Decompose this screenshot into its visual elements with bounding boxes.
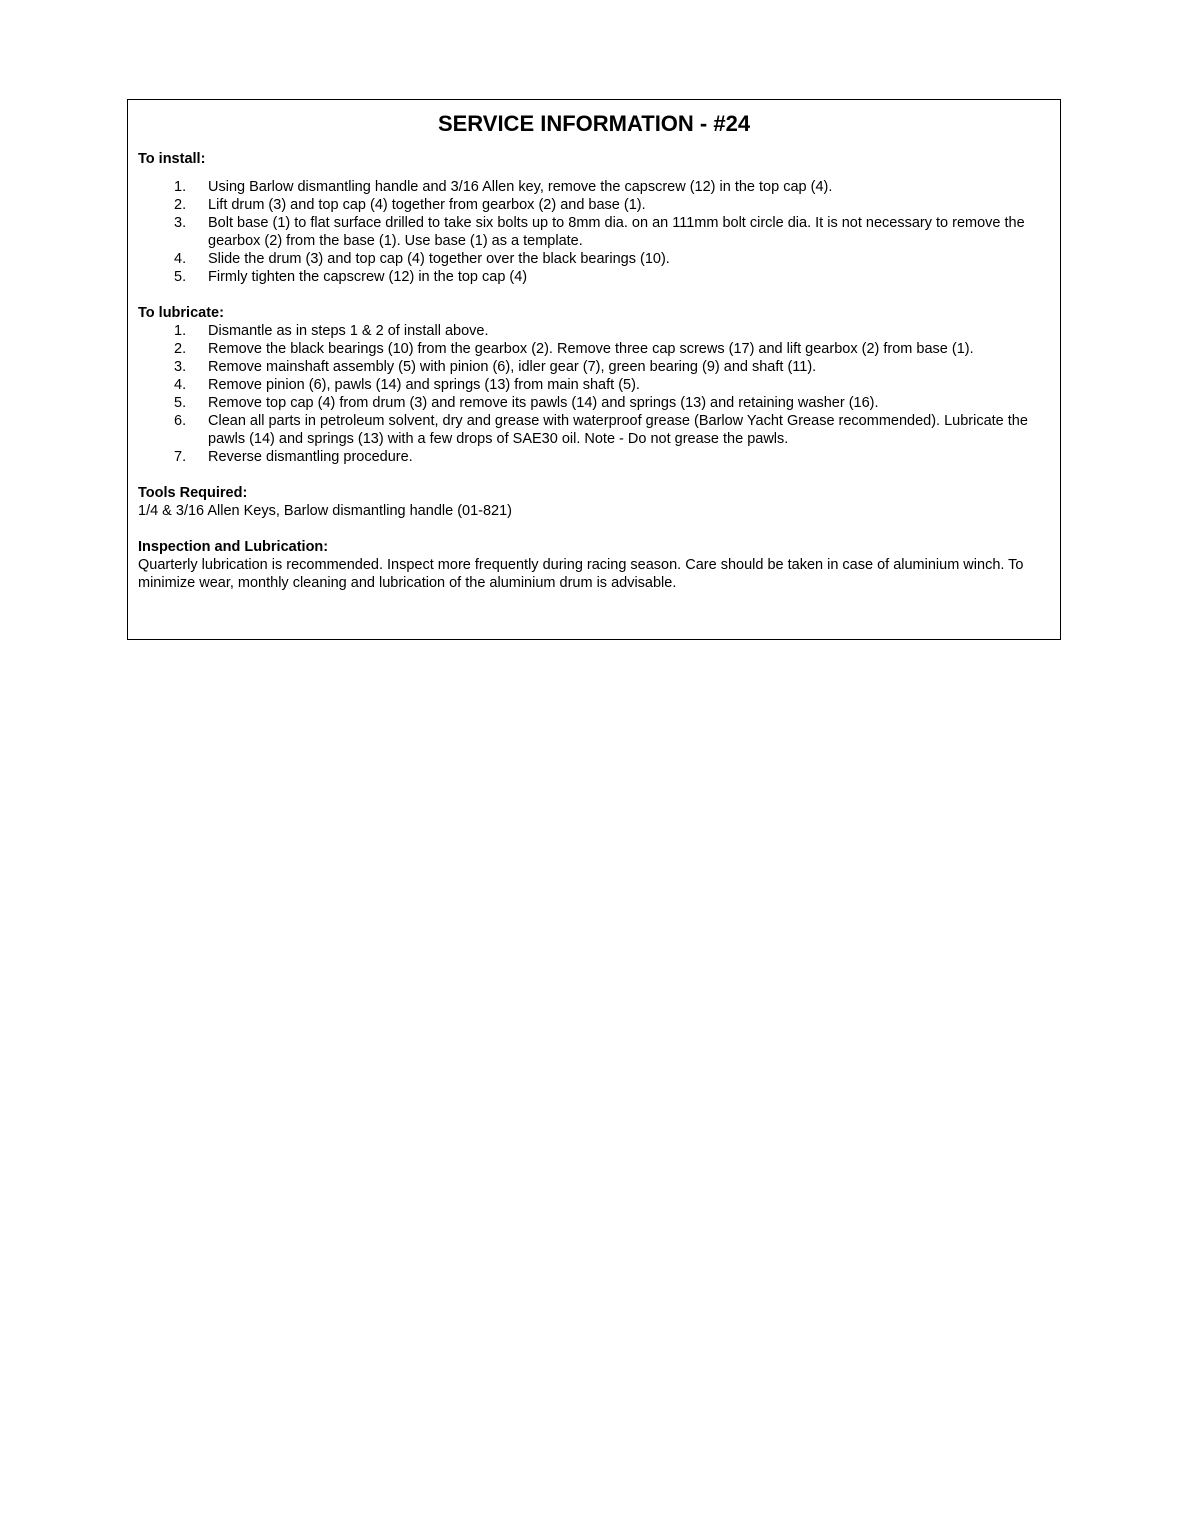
install-step — [138, 250, 1050, 268]
inspection-heading: Inspection and Lubrication: — [138, 539, 329, 555]
step-text: Bolt base (1) to flat surface drilled to take six bolts up to 8mm dia. on an 111mm bolt circle dia. It is not necessary to remove the gearbox (2) from the base (1). Use base (1) as a template. — [208, 215, 1025, 249]
inspection-section — [138, 538, 1050, 592]
lubricate-step — [138, 322, 1050, 340]
step-text: Slide the drum (3) and top cap (4) together over the black bearings (10). — [208, 251, 670, 267]
install-step — [138, 196, 1050, 214]
step-text: Reverse dismantling procedure. — [208, 449, 413, 465]
install-step — [138, 178, 1050, 196]
install-steps — [138, 178, 1050, 286]
step-number: 3. — [174, 359, 187, 375]
step-number: 2. — [174, 341, 187, 357]
install-step — [138, 214, 1050, 250]
lubricate-step — [138, 412, 1050, 448]
service-information-box — [127, 99, 1061, 640]
step-number: 5. — [174, 269, 187, 285]
step-number: 1. — [174, 179, 187, 195]
step-text: Remove pinion (6), pawls (14) and springs (13) from main shaft (5). — [208, 377, 640, 393]
tools-heading: Tools Required: — [138, 485, 248, 501]
step-number: 6. — [174, 413, 187, 429]
lubricate-step — [138, 394, 1050, 412]
step-number: 7. — [174, 449, 187, 465]
install-heading: To install: — [138, 151, 206, 167]
lubricate-step — [138, 358, 1050, 376]
page-title: SERVICE INFORMATION - #24 — [437, 111, 751, 136]
step-number: 4. — [174, 251, 187, 267]
lubricate-heading: To lubricate: — [138, 305, 224, 321]
tools-text: 1/4 & 3/16 Allen Keys, Barlow dismantling handle (01-821) — [138, 503, 512, 519]
lubricate-step — [138, 340, 1050, 358]
step-text: Dismantle as in steps 1 & 2 of install above. — [208, 323, 489, 339]
step-text: Remove top cap (4) from drum (3) and remove its pawls (14) and springs (13) and retaining washer (16). — [208, 395, 879, 411]
step-text: Lift drum (3) and top cap (4) together from gearbox (2) and base (1). — [208, 197, 646, 213]
lubricate-section — [138, 304, 1050, 466]
step-number: 4. — [174, 377, 187, 393]
step-text: Using Barlow dismantling handle and 3/16 Allen key, remove the capscrew (12) in the top cap (4). — [208, 179, 833, 195]
install-step — [138, 268, 1050, 286]
step-text: Remove the black bearings (10) from the gearbox (2). Remove three cap screws (17) and lift gearbox (2) from base (1). — [208, 341, 974, 357]
step-number: 2. — [174, 197, 187, 213]
lubricate-steps — [138, 322, 1050, 466]
step-number: 3. — [174, 215, 187, 231]
step-text: Firmly tighten the capscrew (12) in the top cap (4) — [208, 269, 528, 285]
lubricate-step — [138, 376, 1050, 394]
install-section — [138, 150, 1050, 286]
step-text: Clean all parts in petroleum solvent, dry and grease with waterproof grease (Barlow Yacht Grease recommended). Lubricate the pawls (14) and springs (13) with a few drops of SAE30 oil. Note - Do not grease the pawls. — [208, 413, 1028, 447]
lubricate-step — [138, 448, 1050, 466]
step-number: 5. — [174, 395, 187, 411]
step-number: 1. — [174, 323, 187, 339]
step-text: Remove mainshaft assembly (5) with pinion (6), idler gear (7), green bearing (9) and shaft (11). — [208, 359, 817, 375]
tools-section — [138, 484, 1050, 520]
inspection-text: Quarterly lubrication is recommended. Inspect more frequently during racing season. Care should be taken in case of aluminium winch. To minimize wear, monthly cleaning and lubrication of the aluminium drum is advisable. — [138, 557, 1024, 591]
